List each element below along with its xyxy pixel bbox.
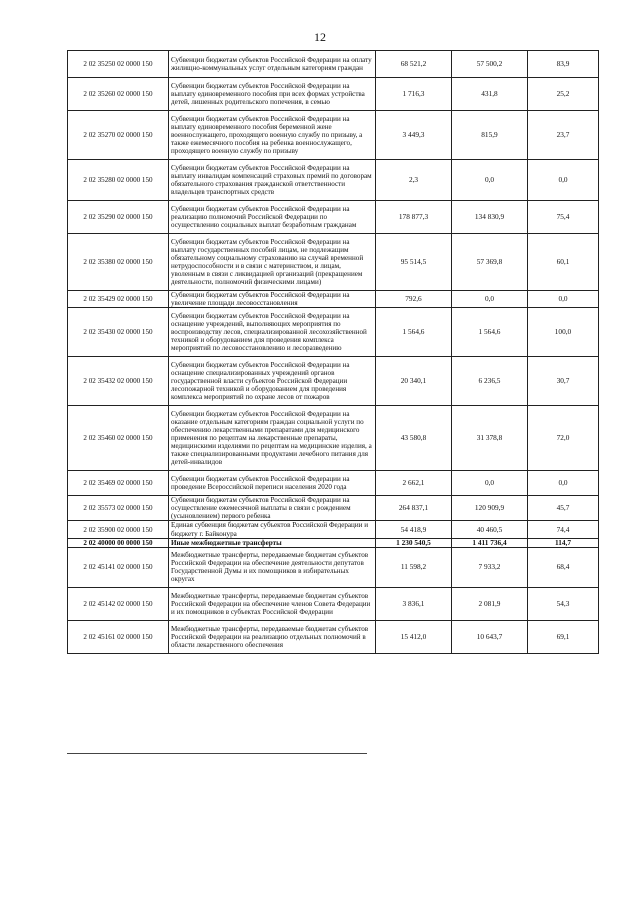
execution-percent-cell: 69,1 [528, 620, 599, 653]
revenue-name-cell: Иные межбюджетные трансферты [169, 538, 376, 547]
planned-amount-cell: 11 598,2 [376, 547, 452, 587]
executed-amount-cell: 57 500,2 [452, 51, 528, 78]
revenue-name-cell: Субвенции бюджетам субъектов Российской Федерации на выплату единовременного пособия беременной жене военнослужащего, проходящего военную службу по призыву, а также ежемесячного пособия на ребенка военнослужащего, проходящего военную службу по призыву [169, 111, 376, 160]
execution-percent-cell: 45,7 [528, 496, 599, 521]
revenue-name-cell: Субвенции бюджетам субъектов Российской Федерации на оплату жилищно-коммунальных услуг отдельным категориям граждан [169, 51, 376, 78]
budget-code-cell: 2 02 35469 02 0000 150 [68, 471, 169, 496]
execution-percent-cell: 114,7 [528, 538, 599, 547]
revenue-name-cell: Межбюджетные трансферты, передаваемые бюджетам субъектов Российской Федерации на обеспечение членов Совета Федерации и их помощников в субъектах Российской Федерации [169, 587, 376, 620]
table-row [68, 51, 599, 78]
execution-percent-cell: 74,4 [528, 521, 599, 538]
executed-amount-cell: 0,0 [452, 160, 528, 201]
table-row [68, 521, 599, 538]
planned-amount-cell: 20 340,1 [376, 357, 452, 406]
planned-amount-cell: 178 877,3 [376, 201, 452, 234]
footnote-separator [67, 753, 367, 754]
execution-percent-cell: 75,4 [528, 201, 599, 234]
executed-amount-cell: 134 830,9 [452, 201, 528, 234]
execution-percent-cell: 0,0 [528, 471, 599, 496]
revenue-name-cell: Межбюджетные трансферты, передаваемые бюджетам субъектов Российской Федерации на обеспечение деятельности депутатов Государственной Думы и их помощников в избирательных округах [169, 547, 376, 587]
planned-amount-cell: 2,3 [376, 160, 452, 201]
planned-amount-cell: 15 412,0 [376, 620, 452, 653]
revenue-name-cell: Субвенции бюджетам субъектов Российской Федерации на выплату единовременного пособия при всех формах устройства детей, лишенных родительского попечения, в семью [169, 78, 376, 111]
revenue-name-cell: Субвенции бюджетам субъектов Российской Федерации на оснащение специализированных учреждений органов государственной власти субъектов Российской Федерации лесопожарной техникой и оборудованием для проведения комплекса мероприятий по охране лесов от пожаров [169, 357, 376, 406]
execution-percent-cell: 30,7 [528, 357, 599, 406]
planned-amount-cell: 54 418,9 [376, 521, 452, 538]
budget-code-cell: 2 02 35430 02 0000 150 [68, 308, 169, 357]
table-row [68, 538, 599, 547]
execution-percent-cell: 100,0 [528, 308, 599, 357]
execution-percent-cell: 60,1 [528, 234, 599, 291]
budget-code-cell: 2 02 35260 02 0000 150 [68, 78, 169, 111]
planned-amount-cell: 68 521,2 [376, 51, 452, 78]
table-row [68, 547, 599, 587]
planned-amount-cell: 1 716,3 [376, 78, 452, 111]
budget-code-cell: 2 02 35270 02 0000 150 [68, 111, 169, 160]
executed-amount-cell: 0,0 [452, 291, 528, 308]
table-row [68, 78, 599, 111]
budget-code-cell: 2 02 35250 02 0000 150 [68, 51, 169, 78]
revenue-name-cell: Субвенции бюджетам субъектов Российской Федерации на выплату государственных пособий лицам, не подлежащим обязательному социальному страхованию на случай временной нетрудоспособности и в связи с материнством, и лицам, уволенным в связи с ликвидацией организаций (прекращением деятельности, полномочий физическими лицами) [169, 234, 376, 291]
table-row [68, 111, 599, 160]
budget-code-cell: 2 02 35290 02 0000 150 [68, 201, 169, 234]
executed-amount-cell: 57 369,8 [452, 234, 528, 291]
budget-code-cell: 2 02 45161 02 0000 150 [68, 620, 169, 653]
executed-amount-cell: 31 378,8 [452, 406, 528, 471]
table-row [68, 357, 599, 406]
budget-code-cell: 2 02 35280 02 0000 150 [68, 160, 169, 201]
budget-code-cell: 2 02 45142 02 0000 150 [68, 587, 169, 620]
execution-percent-cell: 83,9 [528, 51, 599, 78]
budget-code-cell: 2 02 35460 02 0000 150 [68, 406, 169, 471]
table-row [68, 471, 599, 496]
budget-code-cell: 2 02 40000 00 0000 150 [68, 538, 169, 547]
revenue-name-cell: Единая субвенция бюджетам субъектов Российской Федерации и бюджету г. Байконура [169, 521, 376, 538]
executed-amount-cell: 40 460,5 [452, 521, 528, 538]
revenue-name-cell: Субвенции бюджетам субъектов Российской Федерации на осуществление ежемесячной выплаты в связи с рождением (усыновлением) первого ребенка [169, 496, 376, 521]
revenue-name-cell: Субвенции бюджетам субъектов Российской Федерации на проведение Всероссийской переписи населения 2020 года [169, 471, 376, 496]
planned-amount-cell: 95 514,5 [376, 234, 452, 291]
planned-amount-cell: 1 564,6 [376, 308, 452, 357]
planned-amount-cell: 2 662,1 [376, 471, 452, 496]
table-row [68, 587, 599, 620]
planned-amount-cell: 264 837,1 [376, 496, 452, 521]
table-row [68, 496, 599, 521]
executed-amount-cell: 0,0 [452, 471, 528, 496]
revenue-name-cell: Межбюджетные трансферты, передаваемые бюджетам субъектов Российской Федерации на реализацию отдельных полномочий в области лекарственного обеспечения [169, 620, 376, 653]
planned-amount-cell: 3 836,1 [376, 587, 452, 620]
budget-revenue-table [67, 50, 599, 654]
planned-amount-cell: 792,6 [376, 291, 452, 308]
executed-amount-cell: 815,9 [452, 111, 528, 160]
execution-percent-cell: 0,0 [528, 291, 599, 308]
execution-percent-cell: 0,0 [528, 160, 599, 201]
budget-code-cell: 2 02 35429 02 0000 150 [68, 291, 169, 308]
planned-amount-cell: 1 230 540,5 [376, 538, 452, 547]
executed-amount-cell: 120 909,9 [452, 496, 528, 521]
budget-code-cell: 2 02 35573 02 0000 150 [68, 496, 169, 521]
executed-amount-cell: 1 411 736,4 [452, 538, 528, 547]
executed-amount-cell: 7 933,2 [452, 547, 528, 587]
execution-percent-cell: 25,2 [528, 78, 599, 111]
revenue-name-cell: Субвенции бюджетам субъектов Российской Федерации на реализацию полномочий Российской Федерации по осуществлению социальных выплат безработным гражданам [169, 201, 376, 234]
revenue-name-cell: Субвенции бюджетам субъектов Российской Федерации на оснащение учреждений, выполняющих мероприятия по воспроизводству лесов, специализированной лесохозяйственной техникой и оборудованием для проведения комплекса мероприятий по лесовосстановлению и лесоразведению [169, 308, 376, 357]
planned-amount-cell: 43 580,8 [376, 406, 452, 471]
revenue-name-cell: Субвенции бюджетам субъектов Российской Федерации на выплату инвалидам компенсаций страховых премий по договорам обязательного страхования гражданской ответственности владельцев транспортных средств [169, 160, 376, 201]
budget-code-cell: 2 02 35432 02 0000 150 [68, 357, 169, 406]
revenue-name-cell: Субвенции бюджетам субъектов Российской Федерации на оказание отдельным категориям граждан социальной услуги по обеспечению лекарственными препаратами для медицинского применения по рецептам на лекарственные препараты, медицинскими изделиями по рецептам на медицинские изделия, а также специализированными продуктами лечебного питания для детей-инвалидов [169, 406, 376, 471]
budget-code-cell: 2 02 35900 02 0000 150 [68, 521, 169, 538]
executed-amount-cell: 431,8 [452, 78, 528, 111]
execution-percent-cell: 68,4 [528, 547, 599, 587]
executed-amount-cell: 6 236,5 [452, 357, 528, 406]
execution-percent-cell: 72,0 [528, 406, 599, 471]
table-body [68, 51, 599, 654]
budget-code-cell: 2 02 35380 02 0000 150 [68, 234, 169, 291]
execution-percent-cell: 23,7 [528, 111, 599, 160]
page-number: 12 [314, 30, 326, 44]
execution-percent-cell: 54,3 [528, 587, 599, 620]
executed-amount-cell: 2 081,9 [452, 587, 528, 620]
planned-amount-cell: 3 449,3 [376, 111, 452, 160]
executed-amount-cell: 10 643,7 [452, 620, 528, 653]
revenue-name-cell: Субвенции бюджетам субъектов Российской Федерации на увеличение площади лесовосстановления [169, 291, 376, 308]
table-row [68, 160, 599, 201]
table-row [68, 291, 599, 308]
table-row [68, 234, 599, 291]
table-row [68, 620, 599, 653]
executed-amount-cell: 1 564,6 [452, 308, 528, 357]
table-row [68, 406, 599, 471]
table-row [68, 308, 599, 357]
budget-code-cell: 2 02 45141 02 0000 150 [68, 547, 169, 587]
table-row [68, 201, 599, 234]
